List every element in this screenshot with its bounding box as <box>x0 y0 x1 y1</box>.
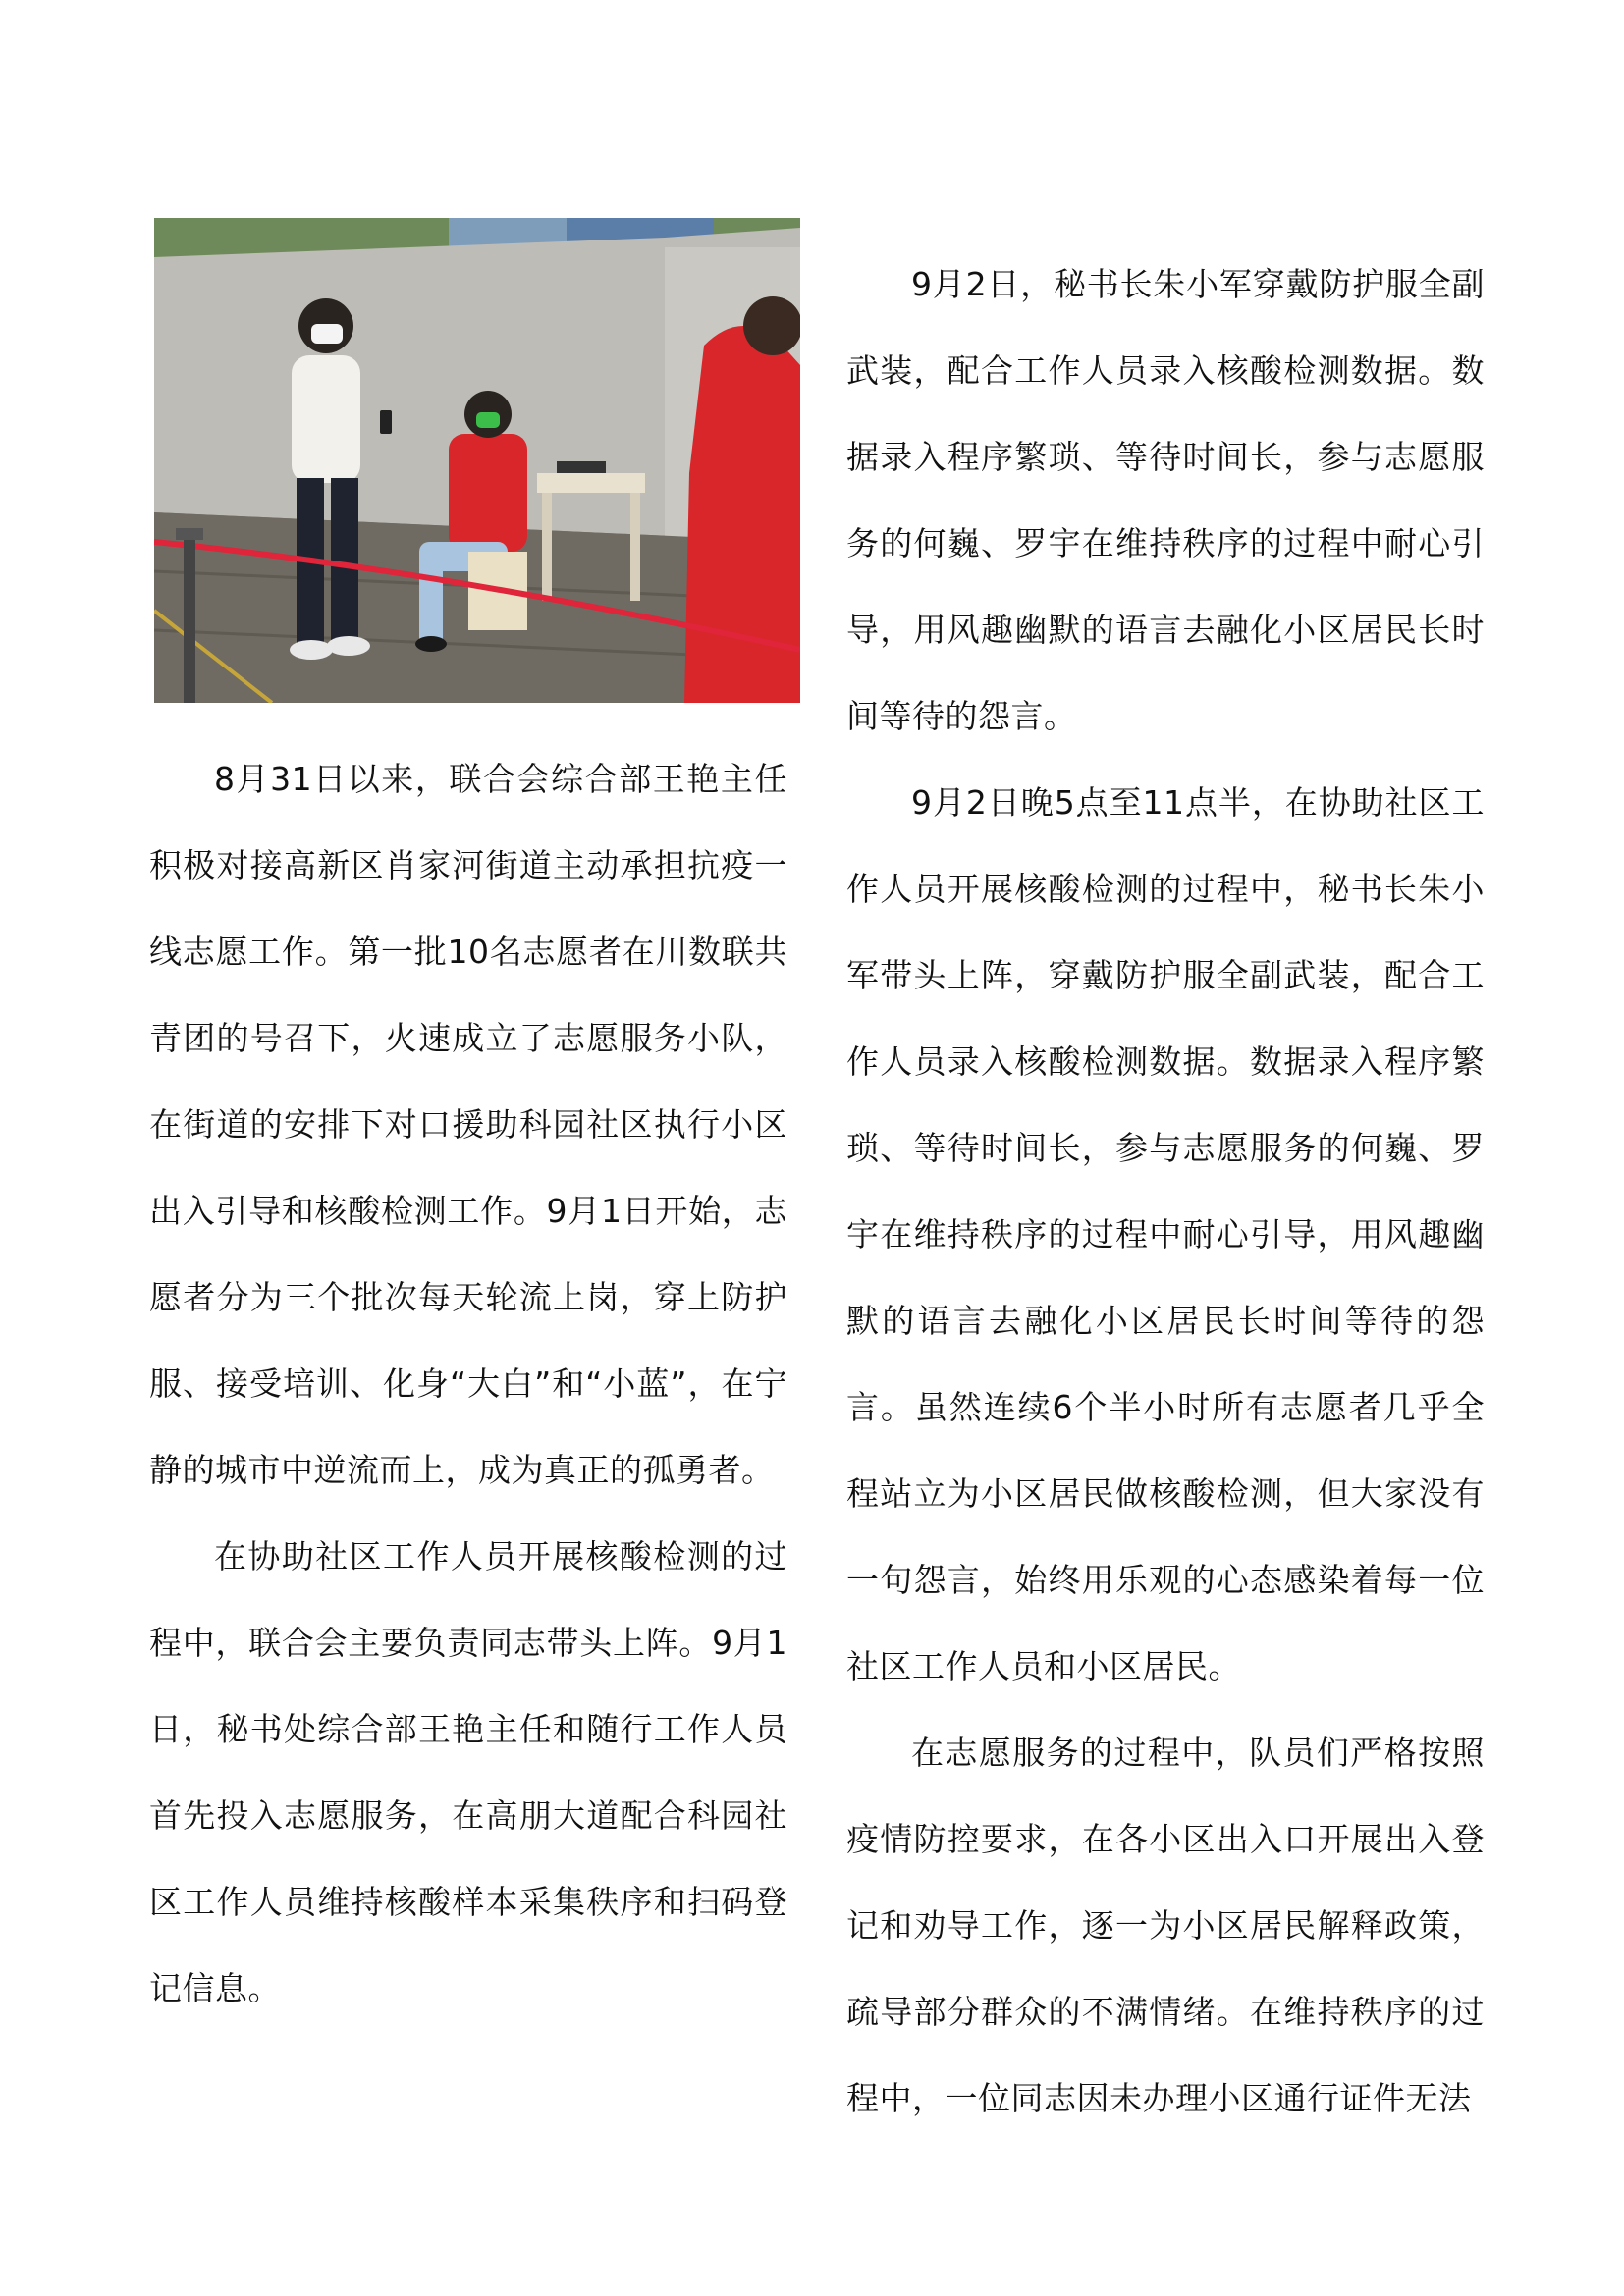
paragraph: 9月2日，秘书长朱小军穿戴防护服全副武装，配合工作人员录入核酸检测数据。数据录入程序繁琐、等待时间长，参与志愿服务的何巍、罗宇在维持秩序的过程中耐心引导，用风趣幽默的语言去融化小区居民长时间等待的怨言。 <box>846 265 1485 735</box>
paragraph: 8月31日以来，联合会综合部王艳主任积极对接高新区肖家河街道主动承担抗疫一线志愿工作。第一批10名志愿者在川数联共青团的号召下，火速成立了志愿服务小队，在街道的安排下对口援助科园社区执行小区出入引导和核酸检测工作。9月1日开始，志愿者分为三个批次每天轮流上岗，穿上防护服、接受培训、化身“大白”和“小蓝”，在宁静的城市中逆流而上，成为真正的孤勇者。 <box>149 760 787 1489</box>
paragraph: 在志愿服务的过程中，队员们严格按照疫情防控要求，在各小区出入口开展出入登记和劝导工作，逐一为小区居民解释政策，疏导部分群众的不满情绪。在维持秩序的过程中，一位同志因未办理小区通行证件无法 <box>846 1734 1485 2117</box>
left-column <box>149 736 787 2032</box>
photo-illustration <box>154 218 800 703</box>
volunteer-photo <box>154 218 800 703</box>
paragraph: 9月2日晚5点至11点半，在协助社区工作人员开展核酸检测的过程中，秘书长朱小军带头上阵，穿戴防护服全副武装，配合工作人员录入核酸检测数据。数据录入程序繁琐、等待时间长，参与志愿服务的何巍、罗宇在维持秩序的过程中耐心引导，用风趣幽默的语言去融化小区居民长时间等待的怨言。虽然连续6个半小时所有志愿者几乎全程站立为小区居民做核酸检测，但大家没有一句怨言，始终用乐观的心态感染着每一位社区工作人员和小区居民。 <box>846 783 1485 1685</box>
paragraph: 在协助社区工作人员开展核酸检测的过程中，联合会主要负责同志带头上阵。9月1日，秘书处综合部王艳主任和随行工作人员首先投入志愿服务，在高朋大道配合科园社区工作人员维持核酸样本采集秩序和扫码登记信息。 <box>149 1537 787 2007</box>
right-column <box>846 241 1485 2142</box>
